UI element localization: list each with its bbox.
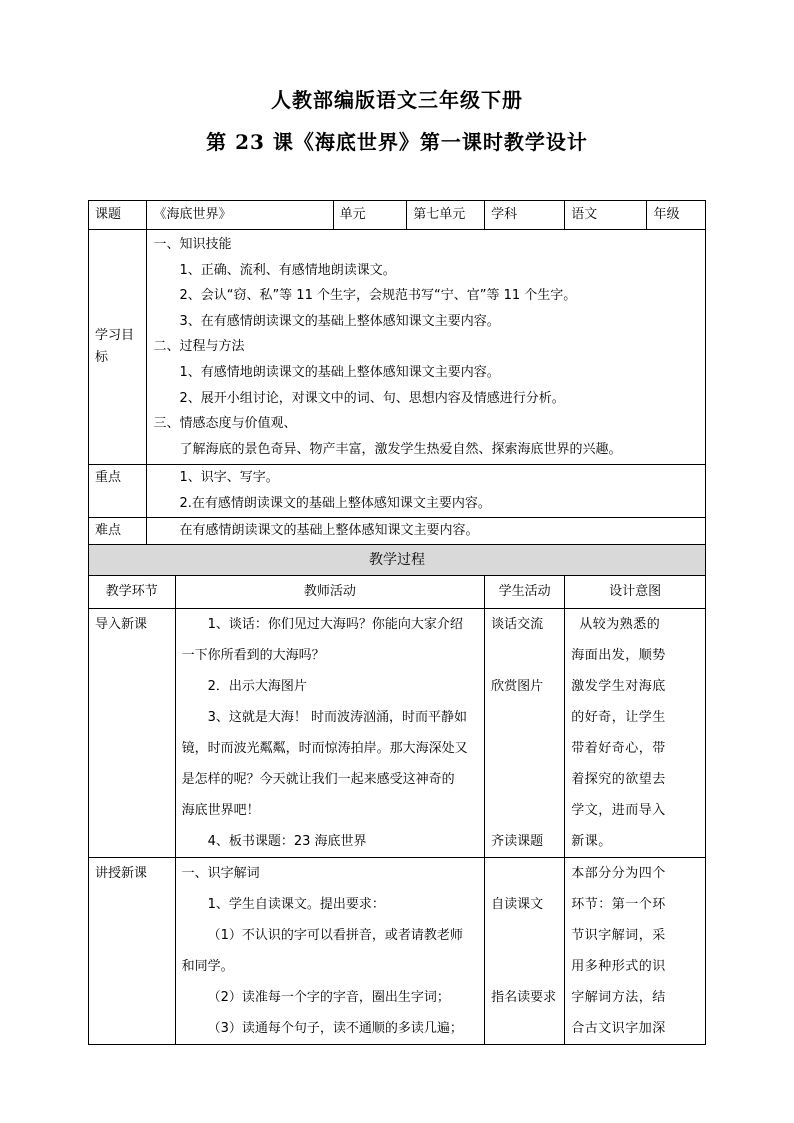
key-point-line: 2.在有感情朗读课文的基础上整体感知课文主要内容。 xyxy=(179,495,491,511)
design-line: 的好奇，让学生 xyxy=(571,709,666,725)
design-line: 合古文识字加深 xyxy=(571,1020,666,1036)
goal-line: 一、知识技能 xyxy=(153,237,232,252)
difficulties-row xyxy=(89,517,706,544)
document-title: 人教部编版语文三年级下册 xyxy=(271,88,523,112)
col-header-design: 设计意图 xyxy=(565,575,706,608)
topic-value: 《海底世界》 xyxy=(147,201,333,230)
subject-key: 学科 xyxy=(485,201,565,230)
key-points-content xyxy=(147,465,706,517)
student-line xyxy=(491,640,558,671)
design-line: 激发学生对海底 xyxy=(571,678,666,694)
student-cell xyxy=(485,608,565,857)
teacher-line: 3、这就是大海！ 时而波涛汹涌，时而平静如 xyxy=(207,709,467,725)
subject-value: 语文 xyxy=(565,201,647,230)
student-line xyxy=(491,764,558,795)
process-section-title: 教学过程 xyxy=(89,544,706,575)
difficulties-content xyxy=(147,517,706,544)
student-line: 指名读要求 xyxy=(491,989,557,1005)
key-points-label: 重点 xyxy=(89,465,147,517)
teacher-line: 镜，时而波光粼粼，时而惊涛拍岸。那大海深处又 xyxy=(181,740,468,756)
goal-line: 3、在有感情朗读课文的基础上整体感知课文主要内容。 xyxy=(179,313,500,329)
student-line: 自读课文 xyxy=(491,896,544,912)
teacher-line: （3）读通每个句子，读不通顺的多读几遍； xyxy=(207,1020,463,1036)
goal-line: 2、会认“窃、私”等 11 个生字，会规范书写“宁、官”等 11 个生字。 xyxy=(179,288,577,304)
student-line xyxy=(491,702,558,733)
student-line xyxy=(491,951,558,982)
design-line: 学文，进而导入 xyxy=(571,802,666,818)
teacher-line: 一、识字解词 xyxy=(181,865,260,881)
stage-cell xyxy=(89,608,176,857)
unit-key: 单元 xyxy=(333,201,407,230)
col-header-stage: 教学环节 xyxy=(89,575,176,608)
key-points-row xyxy=(89,465,706,517)
student-line xyxy=(491,920,558,951)
goal-line: 1、有感情地朗读课文的基础上整体感知课文主要内容。 xyxy=(179,364,500,380)
design-line: 环节：第一个环 xyxy=(571,896,666,912)
teacher-line: 是怎样的呢？今天就让我们一起来感受这神奇的 xyxy=(181,771,455,787)
grade-key-text: 年级 xyxy=(653,207,680,222)
col-header-teacher: 教师活动 xyxy=(175,575,485,608)
design-line: 海面出发，顺势 xyxy=(571,647,666,663)
design-cell xyxy=(565,608,706,857)
difficulty-line: 在有感情朗读课文的基础上整体感知课文主要内容。 xyxy=(179,522,479,538)
student-line: 齐读课题 xyxy=(491,833,544,849)
teacher-line: 1、学生自读课文。提出要求： xyxy=(207,896,385,912)
design-line: 从较为熟悉的 xyxy=(579,616,661,632)
student-line xyxy=(491,858,558,889)
lesson-plan-table xyxy=(88,200,706,1045)
goal-line: 二、过程与方法 xyxy=(153,339,245,355)
goal-line: 2、展开小组讨论，对课文中的词、句、思想内容及情感进行分析。 xyxy=(179,390,565,406)
goals-row xyxy=(89,230,706,465)
topic-key: 课题 xyxy=(89,201,147,230)
design-cell xyxy=(565,857,706,1044)
design-line: 带着好奇心，带 xyxy=(571,740,666,756)
stage-cell xyxy=(89,857,176,1044)
teacher-line: 一下你所看到的大海吗？ xyxy=(181,647,325,663)
student-cell xyxy=(485,857,565,1044)
design-line: 字解词方法，结 xyxy=(571,989,666,1005)
process-header-row xyxy=(89,575,706,608)
design-line: 着探究的欲望去 xyxy=(571,771,666,787)
student-line xyxy=(491,795,558,826)
goal-line: 1、正确、流利、有感情地朗读课文。 xyxy=(179,262,396,278)
process-title-row xyxy=(89,544,706,575)
teacher-line: 1、谈话：你们见过大海吗？你能向大家介绍 xyxy=(207,616,463,632)
teacher-cell xyxy=(175,608,485,857)
goal-line: 了解海底的景色奇异、物产丰富，激发学生热爱自然、探索海底世界的兴趣。 xyxy=(179,441,622,457)
goal-line: 三、情感态度与价值观、 xyxy=(153,416,297,432)
design-line: 本部分分为四个 xyxy=(571,865,666,881)
document-subtitle: 第 23 课《海底世界》第一课时教学设计 xyxy=(206,130,588,154)
student-line xyxy=(491,1013,558,1044)
key-point-line: 1、识字、写字。 xyxy=(179,470,279,486)
teacher-line: 和同学。 xyxy=(181,958,234,974)
design-line: 用多种形式的识 xyxy=(571,958,666,974)
goals-content xyxy=(147,230,706,465)
stage-label: 讲授新课 xyxy=(95,865,148,881)
stage-label: 导入新课 xyxy=(95,616,148,632)
goals-label: 学习目标 xyxy=(89,230,147,465)
teacher-line: 2．出示大海图片 xyxy=(207,678,307,694)
unit-value: 第七单元 xyxy=(407,201,485,230)
process-row xyxy=(89,608,706,857)
info-row xyxy=(89,201,706,230)
teacher-cell xyxy=(175,857,485,1044)
process-row xyxy=(89,857,706,1044)
student-line: 谈话交流 xyxy=(491,616,544,632)
teacher-line: （2）读准每一个字的字音，圈出生字词； xyxy=(207,989,450,1005)
teacher-line: （1）不认识的字可以看拼音，或者请教老师 xyxy=(207,927,463,943)
student-line: 欣赏图片 xyxy=(491,678,544,694)
grade-key xyxy=(647,201,706,230)
teacher-line: 4、板书课题：23 海底世界 xyxy=(207,833,367,849)
design-line: 新课。 xyxy=(571,833,612,849)
difficulties-label: 难点 xyxy=(89,517,147,544)
design-line: 节识字解词，采 xyxy=(571,927,666,943)
col-header-student: 学生活动 xyxy=(485,575,565,608)
student-line xyxy=(491,733,558,764)
teacher-line: 海底世界吧！ xyxy=(181,802,260,818)
